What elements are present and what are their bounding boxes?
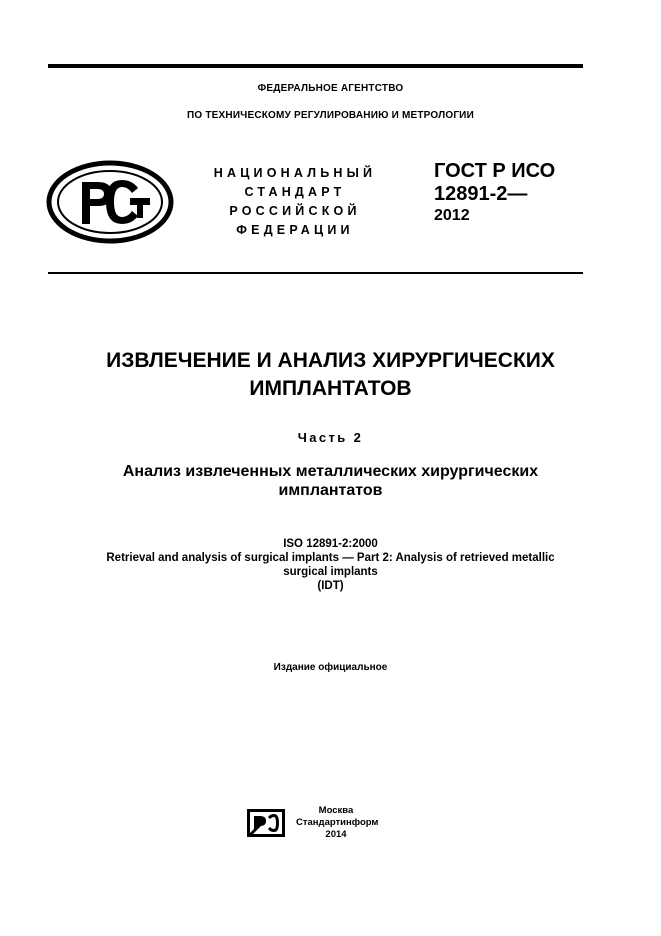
publisher-name: Стандартинформ [296, 817, 379, 828]
document-subtitle [0, 462, 661, 500]
gost-r-emblem-icon [46, 160, 174, 244]
part-number: Часть 2 [297, 430, 364, 445]
publisher-block [296, 805, 379, 841]
subtitle-line-1: Анализ извлеченных металлических хирургических [122, 463, 539, 480]
standard-type-line-2: СТАНДАРТ [244, 185, 346, 199]
iso-idt: (IDT) [317, 580, 344, 592]
title-line-2: ИМПЛАНТАТОВ [249, 377, 412, 400]
designation-line-1: ГОСТ Р ИСО [434, 160, 556, 182]
standard-type-line-1: НАЦИОНАЛЬНЫЙ [213, 166, 377, 180]
standard-type-line-4: ФЕДЕРАЦИИ [236, 223, 354, 237]
header-divider [48, 272, 583, 274]
iso-reference [0, 537, 661, 593]
standartinform-logo-icon [246, 808, 286, 838]
iso-title-line-2: surgical implants [283, 566, 378, 578]
agency-line-2: ПО ТЕХНИЧЕСКОМУ РЕГУЛИРОВАНИЮ И МЕТРОЛОГИИ [187, 110, 474, 121]
edition-label: Издание официальное [273, 662, 388, 673]
iso-ref: ISO 12891-2:2000 [283, 538, 378, 550]
agency-line-1: ФЕДЕРАЛЬНОЕ АГЕНТСТВО [257, 83, 404, 94]
publisher-year: 2014 [325, 829, 347, 840]
iso-title-line-1: Retrieval and analysis of surgical implants — Part 2: Analysis of retrieved metallic [106, 552, 555, 564]
designation-line-2: 12891-2— [434, 183, 528, 205]
subtitle-line-2: имплантатов [278, 482, 383, 499]
standard-type-line-3: РОССИЙСКОЙ [229, 204, 361, 218]
title-line-1: ИЗВЛЕЧЕНИЕ И АНАЛИЗ ХИРУРГИЧЕСКИХ [106, 349, 555, 372]
standard-type [200, 164, 390, 240]
document-title [0, 347, 661, 403]
publisher-city: Москва [318, 805, 354, 816]
standard-designation [434, 160, 555, 226]
top-rule [48, 64, 583, 68]
designation-line-3: 2012 [434, 207, 470, 224]
